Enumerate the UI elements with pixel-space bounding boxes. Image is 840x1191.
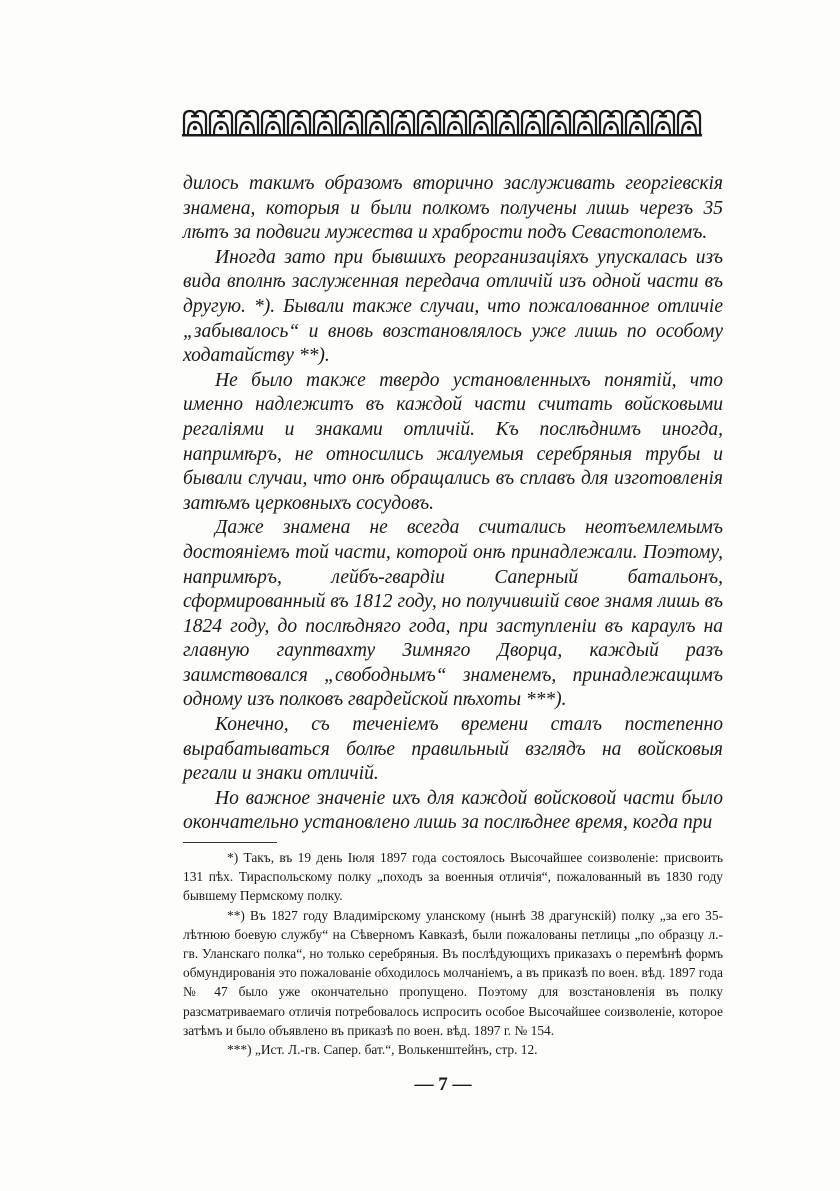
ornament-motif [522, 111, 544, 134]
ornament-motif [600, 111, 622, 134]
ornament-motif [496, 111, 518, 134]
ornament-motif [626, 111, 648, 134]
ornament-motif [678, 111, 700, 134]
footnote-3: ***) „Ист. Л.-гв. Сапер. бат.“, Волькенштейнъ, стр. 12. [227, 1042, 538, 1058]
ornament-motif [288, 111, 310, 134]
main-text [183, 172, 723, 836]
ornament-motif [366, 111, 388, 134]
ornament-motif [314, 111, 336, 134]
ornament-motif [548, 111, 570, 134]
header-ornament-band [182, 108, 720, 138]
paragraph-view: Конечно, съ теченіемъ времени сталъ постепенно вырабатываться болѣе правильный взглядъ на войсковыя регали и знаки отличій. [183, 714, 723, 785]
paragraph-banners: Даже знамена не всегда считались неотъемлемымъ достояніемъ той части, которой онѣ принадлежали. Поэтому, напримѣръ, лейбъ-гвардіи Саперный батальонъ, сформированный въ 1812 году, но получившій свое знамя лишь въ 1824 году, до послѣдняго года, при заступленіи въ караулъ на главную гауптвахту Зимняго Дворца, каждый разъ заимствовался „свободнымъ“ знаменемъ, принадлежащимъ одному изъ полковъ гвардейской пѣхоты ***). [183, 517, 723, 711]
ornament-motif [652, 111, 674, 134]
paragraph-continuation: дилось такимъ образомъ вторично заслуживать георгіевскія знамена, которыя и были полкомъ получены лишь черезъ 35 лѣтъ за подвиги мужества и храбрости подъ Севастополемъ. [183, 173, 723, 244]
paragraph-regalia: Не было также твердо установленныхъ понятій, что именно надлежитъ въ каждой части считать войсковыми регаліями и знаками отличій. Къ послѣднимъ иногда, напримѣръ, не относились жалуемыя серебряныя трубы и бывали случаи, что онѣ обращались въ сплавъ для изготовленія затѣмъ церковныхъ сосудовъ. [183, 369, 723, 514]
footnote-1: *) Такъ, въ 19 день Іюля 1897 года состоялось Высочайшее соизволеніе: присвоить 131 пѣх. Тираспольскому полку „походъ за военныя отличія“, пожалованный въ 1830 году бывшему Пермскому полку. [183, 850, 723, 904]
paragraph-importance: Но важное значеніе ихъ для каждой войсковой части было окончательно установлено лишь за послѣднее время, когда при [183, 787, 723, 834]
ornament-motif [236, 111, 258, 134]
ornament-pattern [182, 108, 720, 138]
page-number: — 7 — [414, 1074, 472, 1095]
ornament-motif [470, 111, 492, 134]
ornament-motif [392, 111, 414, 134]
ornament-motif [340, 111, 362, 134]
footnotes [183, 848, 723, 1059]
footnote-separator [183, 842, 277, 843]
paragraph-reorganizations: Иногда зато при бывшихъ реорганизаціяхъ упускалась изъ вида вполнѣ заслуженная передача отличій изъ одной части въ другую. *). Бывали также случаи, что пожалованное отличіе „забывалось“ и вновь возстановлялось уже лишь по особому ходатайству **). [183, 246, 723, 367]
ornament-motif [574, 111, 596, 134]
ornament-motif [184, 111, 206, 134]
ornament-motif [444, 111, 466, 134]
ornament-baseline [182, 134, 702, 137]
ornament-motif [418, 111, 440, 134]
ornament-motif [210, 111, 232, 134]
footnote-2: **) Въ 1827 году Владимірскому уланскому (нынѣ 38 драгунскій) полку „за его 35-лѣтнюю боевую службу“ на Сѣверномъ Кавказѣ, были пожалованы петлицы „по образцу л.-гв. Уланскаго полка“, но только серебряныя. Въ послѣдующихъ приказахъ о перемѣнѣ формъ обмундированія это пожалованіе обходилось молчаніемъ, а въ приказѣ по воен. вѣд. 1897 года № 47 было уже окончательно пропущено. Поэтому для возстановленія въ полку разсматриваемаго отличія потребовалось испросить особое Высочайшее соизволеніе, которое затѣмъ и было объявлено въ приказѣ по воен. вѣд. 1897 г. № 154. [183, 907, 723, 1038]
ornament-motif [262, 111, 284, 134]
